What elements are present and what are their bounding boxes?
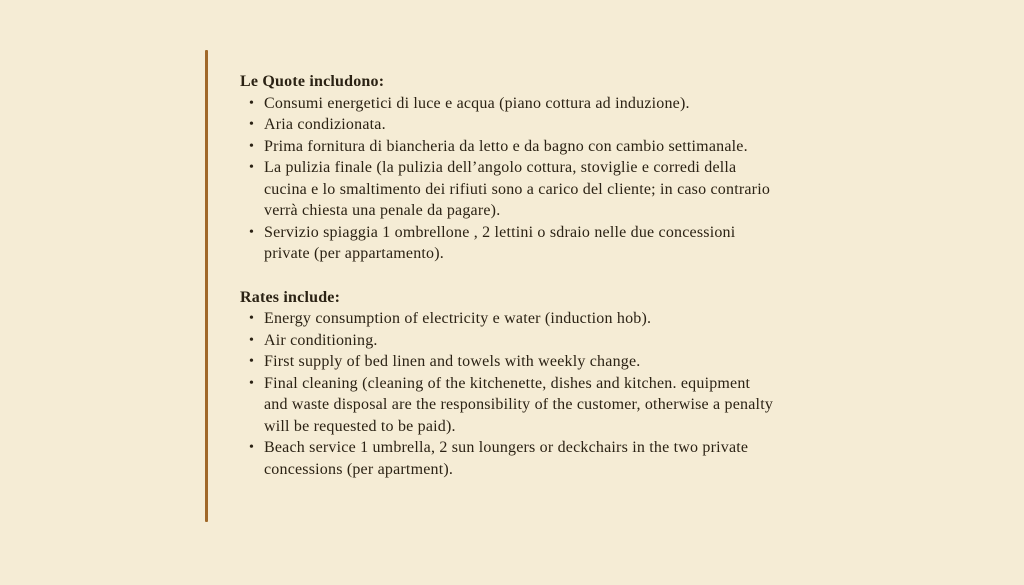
bullet-icon: • xyxy=(249,224,255,240)
bullet-icon: • xyxy=(249,332,255,348)
list-item xyxy=(240,222,774,265)
english-rates-list xyxy=(240,308,774,480)
list-item xyxy=(240,114,774,136)
list-item xyxy=(240,330,774,352)
bullet-icon: • xyxy=(249,160,255,175)
list-item-text: Consumi energetici di luce e acqua (piano cottura ad induzione). xyxy=(264,94,690,112)
list-item-text: Beach service 1 umbrella, 2 sun loungers or deckchairs in the two private concessions (per apartment). xyxy=(264,439,749,478)
bullet-icon: • xyxy=(249,117,255,132)
list-item xyxy=(240,93,774,115)
bullet-icon: • xyxy=(249,138,255,154)
list-item-text: Servizio spiaggia 1 ombrellone , 2 lettini o sdraio nelle due concessioni private (per appartamento). xyxy=(264,223,736,262)
list-item-text: Aria condizionata. xyxy=(264,116,386,133)
bullet-icon: • xyxy=(249,440,255,455)
section-italian-rates xyxy=(240,71,774,265)
list-item-text: Prima fornitura di biancheria da letto e da bagno con cambio settimanale. xyxy=(264,137,748,155)
section-english-rates xyxy=(240,287,774,481)
bullet-icon: • xyxy=(249,95,255,111)
bullet-icon: • xyxy=(249,354,255,369)
list-item xyxy=(240,437,774,480)
vertical-accent-rule xyxy=(205,50,208,522)
list-item xyxy=(240,308,774,330)
bullet-icon: • xyxy=(249,375,255,391)
italian-rates-list xyxy=(240,93,774,265)
section-heading-english: Rates include: xyxy=(240,288,341,306)
bullet-icon: • xyxy=(249,311,255,326)
list-item xyxy=(240,136,774,158)
list-item-text: First supply of bed linen and towels with weekly change. xyxy=(264,353,641,370)
list-item xyxy=(240,373,774,438)
list-item xyxy=(240,351,774,373)
section-heading-italian: Le Quote includono: xyxy=(240,73,385,90)
list-item-text: Air conditioning. xyxy=(264,331,378,349)
list-item-text: La pulizia finale (la pulizia dell’angolo cottura, stoviglie e corredi della cucina e lo smaltimento dei rifiuti sono a carico del cliente; in caso contrario verrà chiesta una penale da pagare). xyxy=(264,159,771,219)
list-item-text: Final cleaning (cleaning of the kitchenette, dishes and kitchen. equipment and waste disposal are the responsibility of the customer, otherwise a penalty will be requested to be paid). xyxy=(264,374,774,435)
list-item xyxy=(240,157,774,222)
list-item-text: Energy consumption of electricity e water (induction hob). xyxy=(264,310,652,327)
rates-content xyxy=(240,71,774,480)
